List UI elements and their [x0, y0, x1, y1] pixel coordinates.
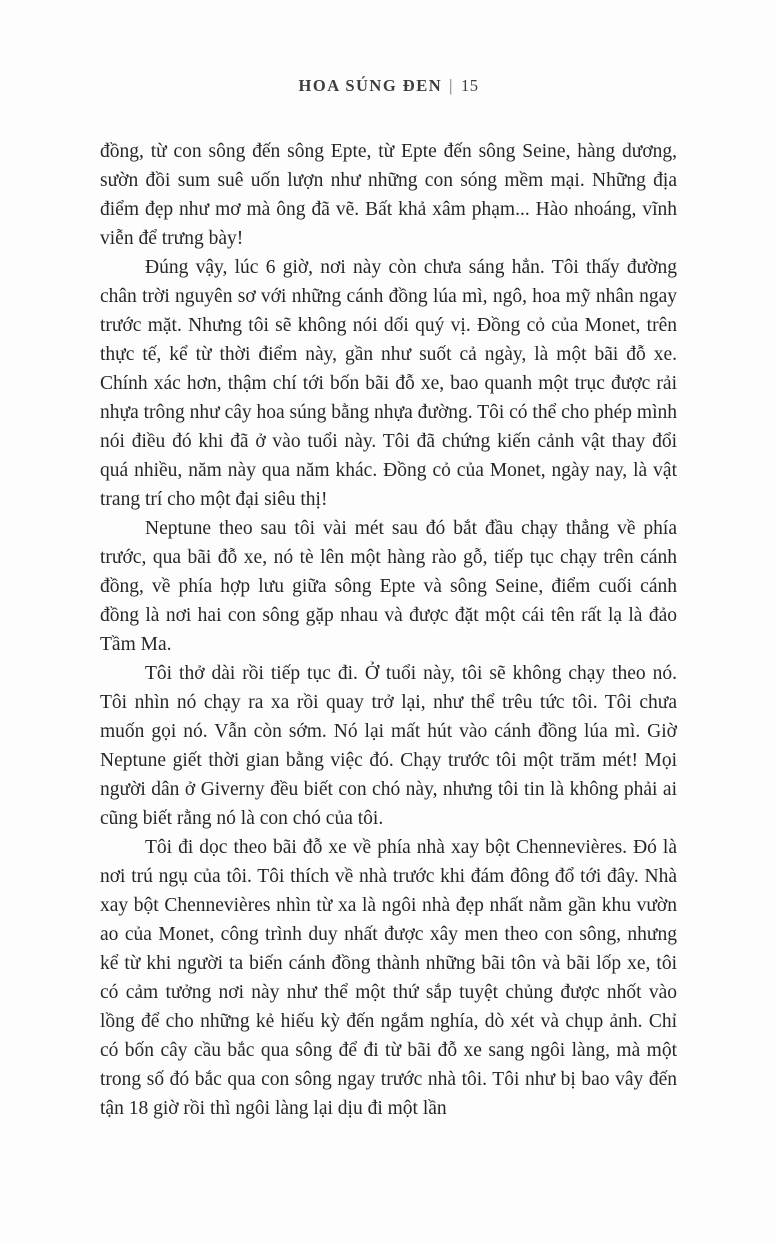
paragraph: Neptune theo sau tôi vài mét sau đó bắt đầu chạy thẳng về phía trước, qua bãi đỗ xe, nó tè lên một hàng rào gỗ, tiếp tục chạy trên cánh đồng, về phía hợp lưu giữa sông Epte và sông Seine, điểm cuối cánh đồng là nơi hai con sông gặp nhau và được đặt một cái tên rất lạ là đảo Tầm Ma.: [100, 518, 677, 655]
paragraph: đồng, từ con sông đến sông Epte, từ Epte đến sông Seine, hàng dương, sườn đồi sum suê uốn lượn như những con sóng mềm mại. Những địa điểm đẹp như mơ mà ông đã vẽ. Bất khả xâm phạm... Hào nhoáng, vĩnh viễn để trưng bày!: [100, 141, 677, 249]
paragraph: Đúng vậy, lúc 6 giờ, nơi này còn chưa sáng hẳn. Tôi thấy đường chân trời nguyên sơ với những cánh đồng lúa mì, ngô, hoa mỹ nhân ngay trước mặt. Nhưng tôi sẽ không nói dối quý vị. Đồng cỏ của Monet, trên thực tế, kể từ thời điểm này, gần như suốt cả ngày, là một bãi đỗ xe. Chính xác hơn, thậm chí tới bốn bãi đỗ xe, bao quanh một trục được rải nhựa trông như cây hoa súng bằng nhựa đường. Tôi có thể cho phép mình nói điều đó khi đã ở vào tuổi này. Tôi đã chứng kiến cảnh vật thay đổi quá nhiều, năm này qua năm khác. Đồng cỏ của Monet, ngày nay, là vật trang trí cho một đại siêu thị!: [100, 257, 677, 510]
page-header: [100, 76, 677, 96]
page-body: [100, 137, 677, 1123]
book-title: HOA SÚNG ĐEN: [298, 76, 443, 95]
page-number: 15: [460, 76, 479, 95]
header-separator: |: [449, 76, 454, 95]
paragraph: Tôi thở dài rồi tiếp tục đi. Ở tuổi này, tôi sẽ không chạy theo nó. Tôi nhìn nó chạy ra xa rồi quay trở lại, như thể trêu tức tôi. Tôi chưa muốn gọi nó. Vẫn còn sớm. Nó lại mất hút vào cánh đồng lúa mì. Giờ Neptune giết thời gian bằng việc đó. Chạy trước tôi một trăm mét! Mọi người dân ở Giverny đều biết con chó này, nhưng tôi tin là không phải ai cũng biết rằng nó là con chó của tôi.: [100, 663, 677, 829]
paragraph: Tôi đi dọc theo bãi đỗ xe về phía nhà xay bột Chennevières. Đó là nơi trú ngụ của tôi. Tôi thích về nhà trước khi đám đông đổ tới đây. Nhà xay bột Chennevières nhìn từ xa là ngôi nhà đẹp nhất nằm gần khu vườn ao của Monet, công trình duy nhất được xây men theo con sông, nhưng kể từ khi người ta biến cánh đồng thành những bãi tôn và bãi lốp xe, tôi có cảm tưởng nơi này như thể một thứ sắp tuyệt chủng được nhốt vào lồng để cho những kẻ hiếu kỳ đến ngắm nghía, dò xét và chụp ảnh. Chỉ có bốn cây cầu bắc qua sông để đi từ bãi đỗ xe sang ngôi làng, mà một trong số đó bắc qua con sông ngay trước nhà tôi. Tôi như bị bao vây đến tận 18 giờ rồi thì ngôi làng lại dịu đi một lần: [100, 837, 677, 1119]
